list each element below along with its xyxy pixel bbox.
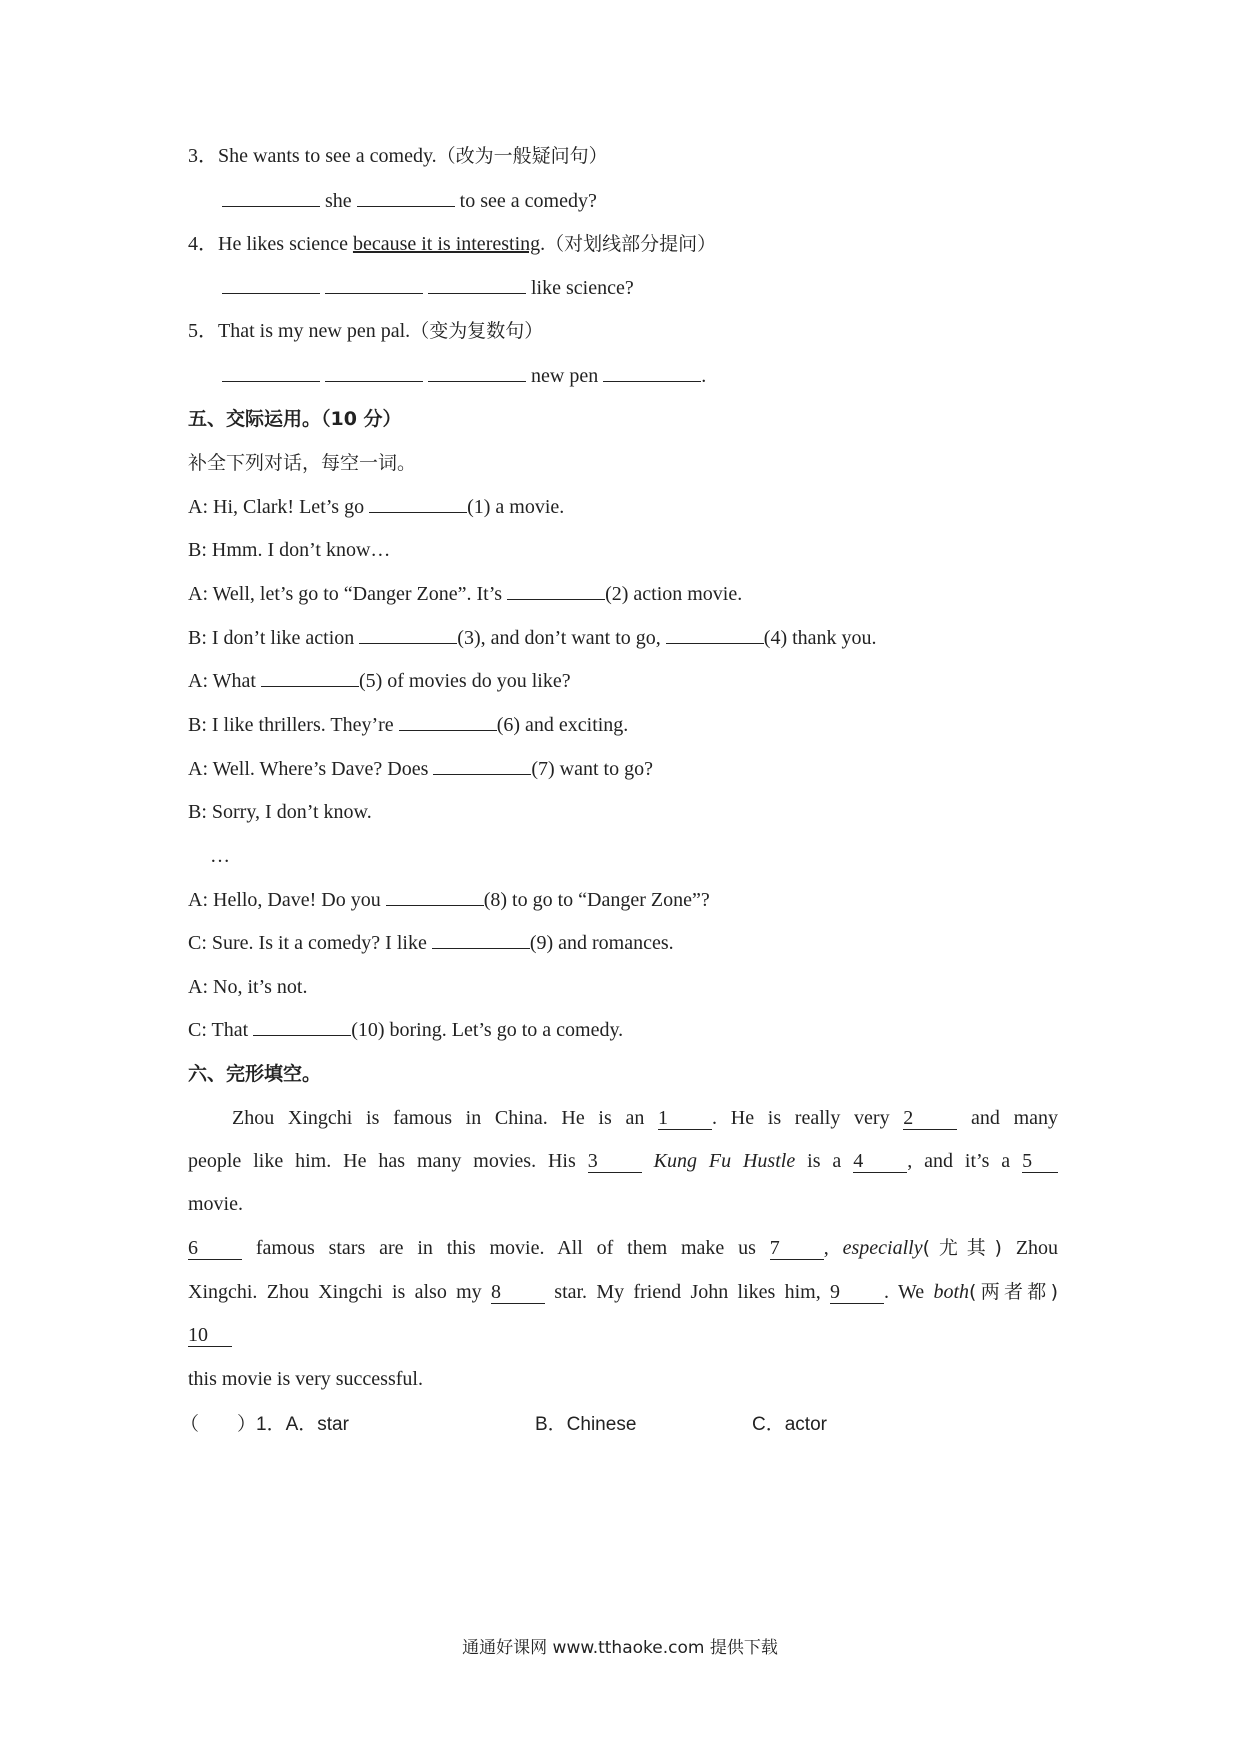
- dialogue-text: B: I don’t like action: [188, 627, 360, 649]
- gloss: (两者都): [969, 1281, 1059, 1303]
- answer-blank[interactable]: [261, 668, 359, 687]
- cloze-line-2: [188, 1147, 1058, 1175]
- question-5-instruction: （变为复数句）: [410, 320, 544, 342]
- answer-blank[interactable]: [433, 756, 531, 775]
- answer-blank[interactable]: [325, 275, 423, 294]
- cloze-gap[interactable]: 8: [491, 1281, 545, 1304]
- dialogue-text: (2) action movie.: [605, 583, 743, 605]
- answer-word: new pen: [531, 365, 599, 387]
- dialogue-text: B: Sorry, I don’t know.: [188, 801, 372, 823]
- dialogue-text: A: Well, let’s go to “Danger Zone”. It’s: [188, 583, 508, 605]
- cloze-text: is a: [807, 1150, 842, 1172]
- cloze-gap[interactable]: 7: [770, 1237, 824, 1260]
- cloze-text: people like him. He has many movies. His: [188, 1150, 576, 1172]
- answer-blank[interactable]: [222, 275, 320, 294]
- answer-blank[interactable]: [222, 188, 320, 207]
- answer-word: to see a comedy?: [459, 190, 597, 212]
- answer-blank[interactable]: [357, 188, 455, 207]
- dialogue-text: A: No, it’s not.: [188, 976, 308, 998]
- dialogue-text: (8) to go to “Danger Zone”?: [483, 889, 710, 911]
- cloze-line-4: [188, 1234, 1058, 1262]
- answer-blank[interactable]: [603, 363, 701, 382]
- dialogue-text: A: What: [188, 670, 261, 692]
- answer-word: she: [325, 190, 352, 212]
- answer-blank[interactable]: [507, 581, 605, 600]
- answer-blank[interactable]: [325, 363, 423, 382]
- glossed-word: especially: [842, 1237, 923, 1259]
- dialogue-line: [188, 1016, 623, 1044]
- movie-title: Kung Fu Hustle: [653, 1150, 796, 1172]
- dialogue-line: [188, 580, 742, 608]
- ellipsis: …: [210, 845, 230, 867]
- dialogue-line: [188, 886, 710, 914]
- page-footer: 通通好课网 www.tthaoke.com 提供下载: [462, 1638, 778, 1658]
- question-3-instruction: （改为一般疑问句）: [436, 145, 608, 167]
- section-5-heading: 五、交际运用。（10 分）: [188, 408, 402, 430]
- cloze-text: star. My friend John likes him,: [554, 1281, 821, 1303]
- answer-blank[interactable]: [369, 494, 467, 513]
- dialogue-text: A: Hello, Dave! Do you: [188, 889, 386, 911]
- underlined-phrase: because it is interesting: [352, 233, 541, 255]
- cloze-text: , and it’s a: [907, 1150, 1011, 1172]
- question-4-instruction: （对划线部分提问）: [545, 233, 717, 255]
- dialogue-text: (1) a movie.: [467, 496, 565, 518]
- answer-blank[interactable]: [666, 625, 764, 644]
- dialogue-text: (9) and romances.: [529, 932, 674, 954]
- cloze-gap[interactable]: 10: [188, 1324, 232, 1347]
- dialogue-text: C: Sure. Is it a comedy? I like: [188, 932, 432, 954]
- cloze-gap[interactable]: 6: [188, 1237, 242, 1260]
- answer-blank[interactable]: [222, 363, 320, 382]
- section-5-instruction: 补全下列对话，每空一词。: [188, 452, 417, 474]
- question-3-answer: [222, 187, 597, 215]
- dialogue-text: (6) and exciting.: [496, 714, 629, 736]
- answer-blank[interactable]: [359, 625, 457, 644]
- cloze-text: . He is really very: [712, 1107, 890, 1129]
- answer-blank[interactable]: [253, 1017, 351, 1036]
- dialogue-text: A: Hi, Clark! Let’s go: [188, 496, 370, 518]
- answer-blank[interactable]: [432, 930, 530, 949]
- cloze-gap[interactable]: 2: [903, 1107, 957, 1130]
- dialogue-text: B: Hmm. I don’t know…: [188, 539, 391, 561]
- dialogue-text: (7) want to go?: [531, 758, 653, 780]
- cloze-line-5: [188, 1278, 1058, 1306]
- dialogue-line: [188, 929, 674, 957]
- cloze-gap[interactable]: 4: [853, 1150, 907, 1173]
- dialogue-text: (3), and don’t want to go,: [457, 627, 666, 649]
- answer-blank[interactable]: [428, 275, 526, 294]
- question-5: [188, 317, 543, 345]
- cloze-text: ,: [823, 1237, 829, 1259]
- dialogue-text: C: That: [188, 1019, 254, 1041]
- cloze-line-3: movie.: [188, 1193, 243, 1215]
- question-3: [188, 142, 608, 170]
- question-4: [188, 230, 716, 258]
- option-a[interactable]: （ ）1．A．star: [180, 1414, 349, 1435]
- cloze-text: . We: [884, 1281, 925, 1303]
- cloze-line-7: this movie is very successful.: [188, 1368, 423, 1390]
- question-4-answer: [222, 274, 634, 302]
- dialogue-text: (10) boring. Let’s go to a comedy.: [351, 1019, 624, 1041]
- answer-blank[interactable]: [399, 712, 497, 731]
- dialogue-text: (4) thank you.: [763, 627, 877, 649]
- section-6-heading: 六、完形填空。: [188, 1063, 322, 1085]
- dialogue-line: [188, 755, 653, 783]
- cloze-text: famous stars are in this movie. All of them make us: [255, 1237, 756, 1259]
- cloze-line-1: [232, 1104, 1058, 1132]
- cloze-text: Xingchi. Zhou Xingchi is also my: [188, 1281, 482, 1303]
- answer-blank[interactable]: [386, 887, 484, 906]
- dialogue-line: [188, 973, 307, 1001]
- dialogue-text: B: I like thrillers. They’re: [188, 714, 399, 736]
- answer-word: like science?: [531, 277, 634, 299]
- dialogue-line: [188, 798, 372, 826]
- question-5-answer: [222, 362, 706, 390]
- cloze-gap[interactable]: 1: [658, 1107, 712, 1130]
- dialogue-line: [188, 624, 877, 652]
- gloss: (尤其): [922, 1237, 1002, 1259]
- option-b[interactable]: B．Chinese: [535, 1414, 637, 1435]
- dialogue-line: [188, 667, 571, 695]
- glossed-word: both: [933, 1281, 969, 1303]
- cloze-line-6: [188, 1321, 232, 1349]
- cloze-text: Zhou Xingchi is famous in China. He is an: [232, 1107, 645, 1129]
- question-3-text: 3．She wants to see a comedy.: [188, 145, 437, 167]
- option-c[interactable]: C．actor: [752, 1414, 827, 1435]
- question-4-suffix: .: [540, 233, 546, 255]
- cloze-text: and many: [970, 1107, 1058, 1129]
- dialogue-text: A: Well. Where’s Dave? Does: [188, 758, 434, 780]
- dialogue-line: [188, 536, 390, 564]
- dialogue-text: (5) of movies do you like?: [358, 670, 571, 692]
- dialogue-line: [188, 711, 628, 739]
- answer-blank[interactable]: [428, 363, 526, 382]
- cloze-gap[interactable]: 3: [588, 1150, 642, 1173]
- cloze-gap[interactable]: 5: [1022, 1150, 1058, 1173]
- question-4-text: 4．He likes science: [188, 233, 353, 255]
- cloze-gap[interactable]: 9: [830, 1281, 884, 1304]
- answer-word: .: [701, 365, 707, 387]
- dialogue-line: [210, 842, 230, 870]
- cloze-text: Zhou: [1015, 1237, 1059, 1259]
- question-5-text: 5．That is my new pen pal.: [188, 320, 411, 342]
- dialogue-line: [188, 493, 564, 521]
